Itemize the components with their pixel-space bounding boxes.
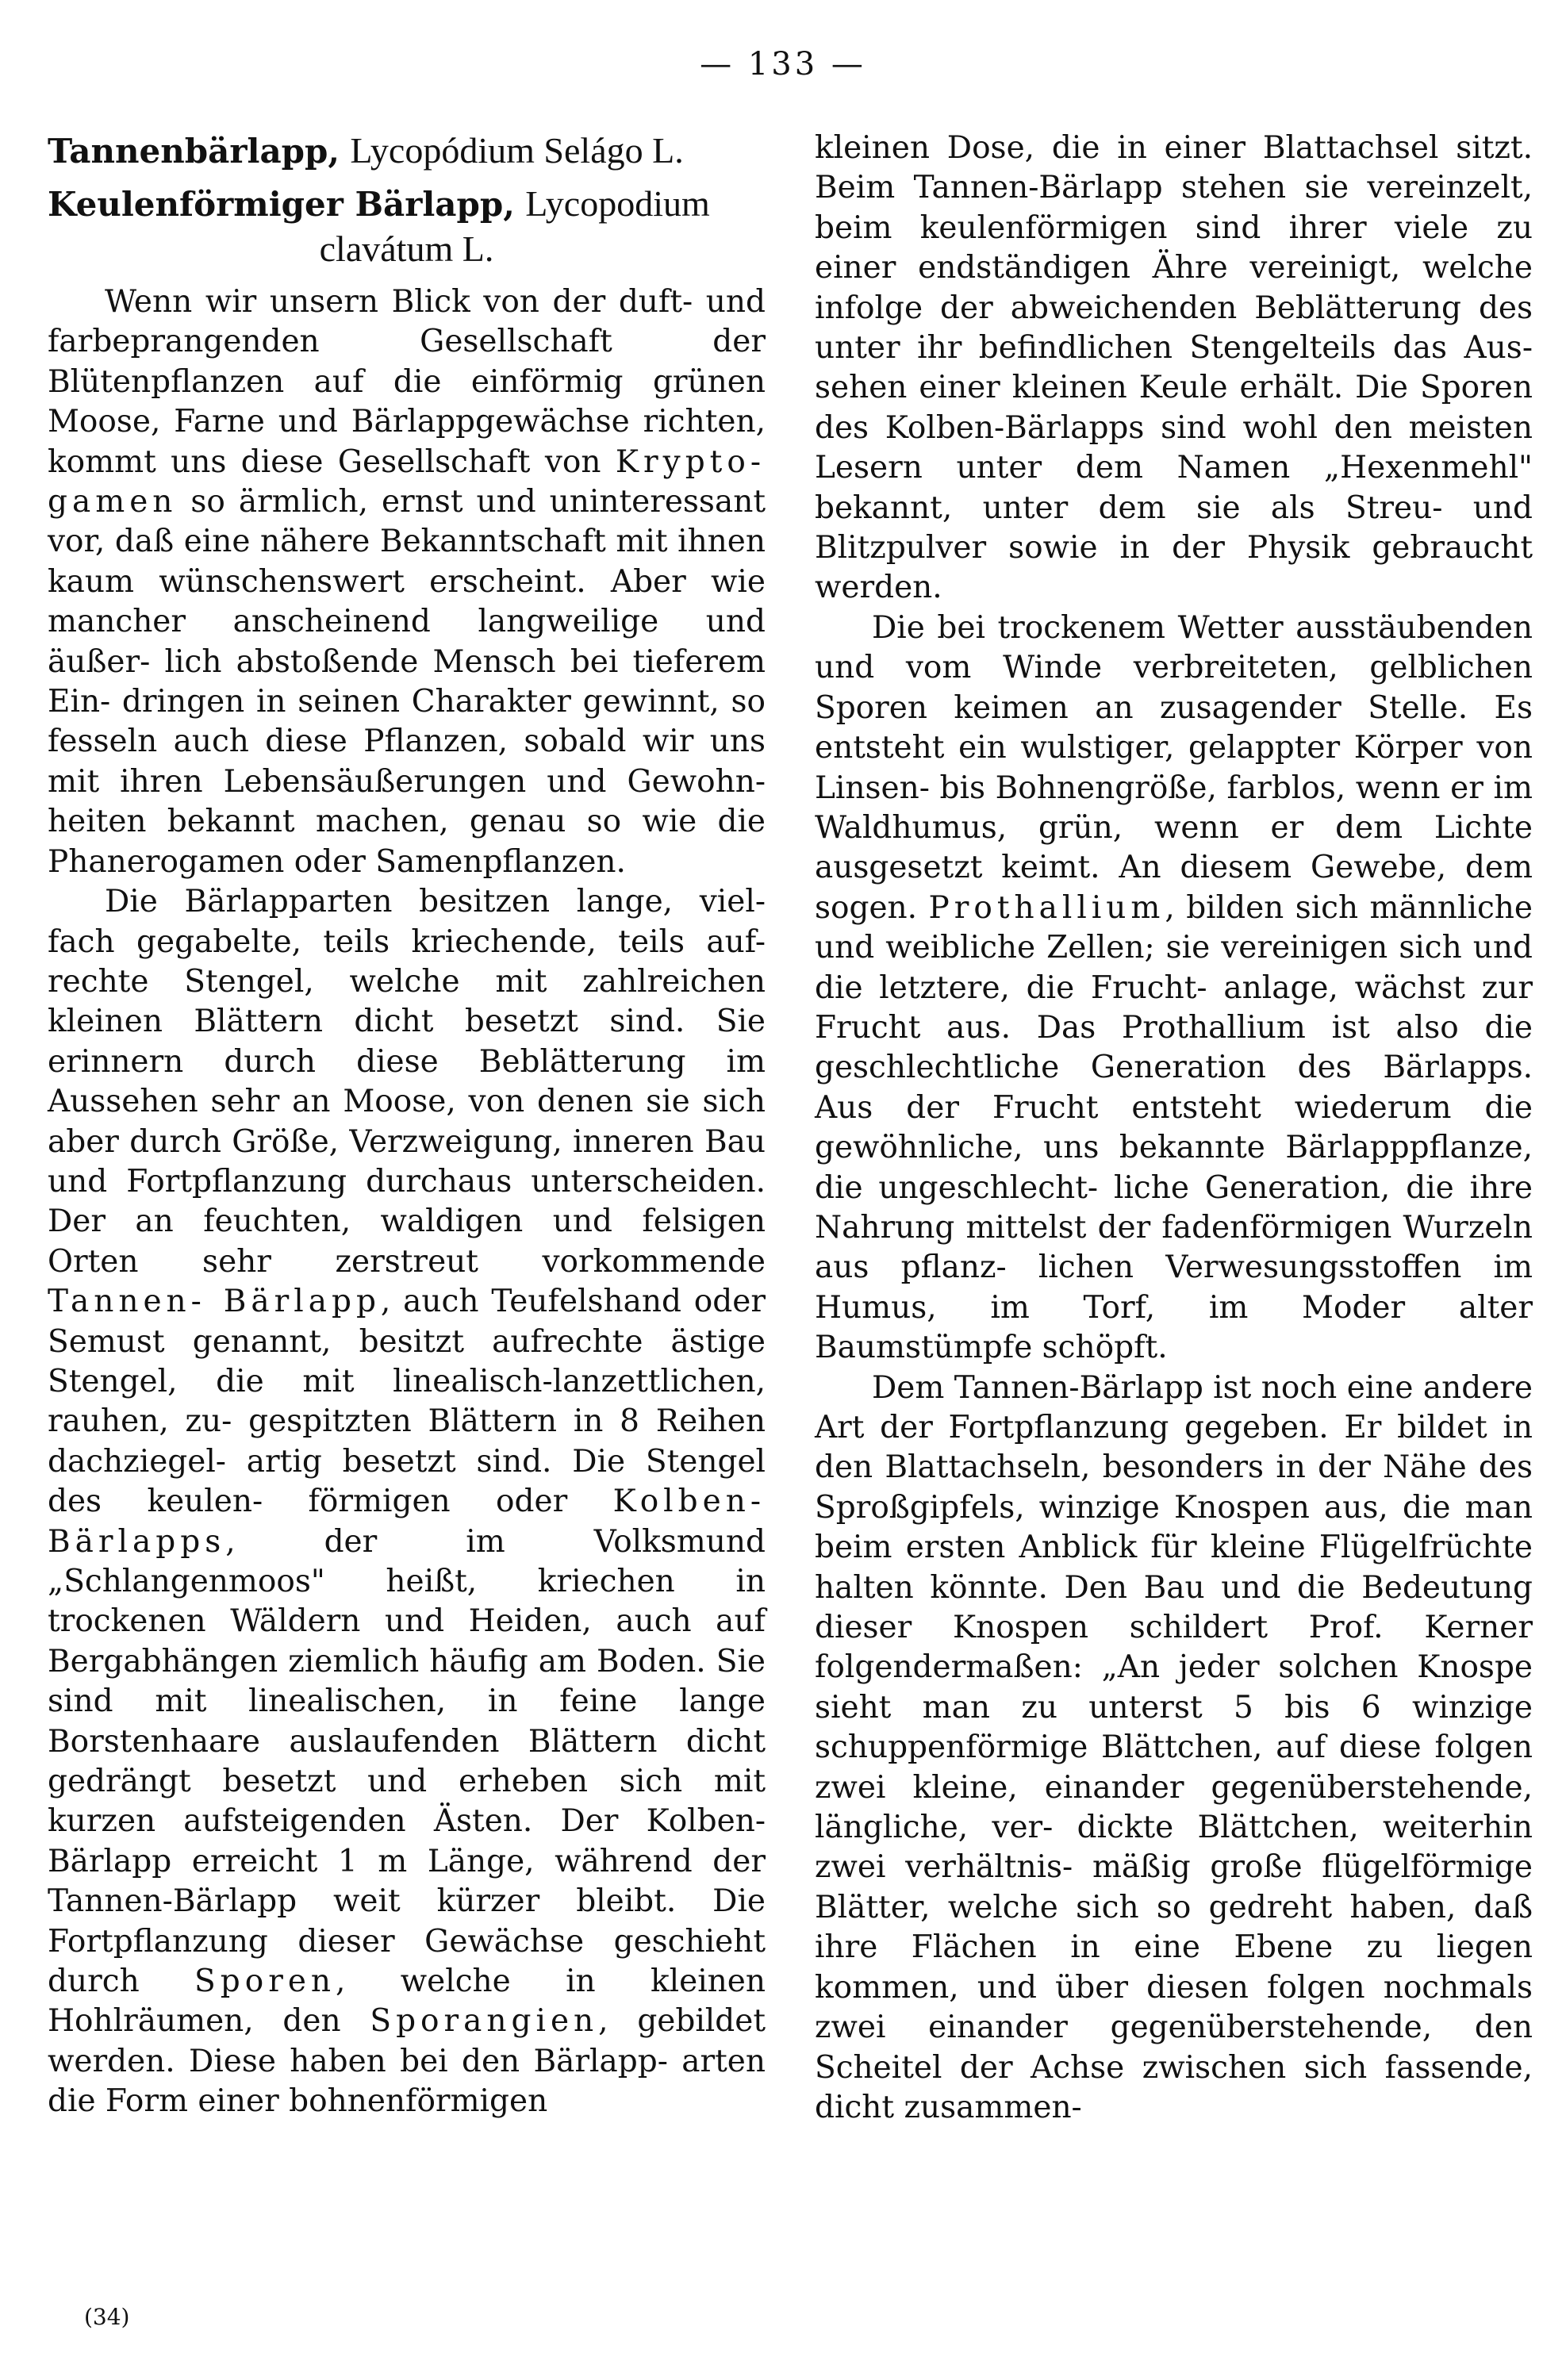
emphasized-term: Tannen- Bärlapp	[48, 1284, 381, 1320]
right-column	[815, 129, 1533, 2128]
text-run: so ärmlich, ernst und uninteressant vor, daß eine nähere Bekanntschaft mit ihnen kaum wünschenswert erscheint. Aber wie mancher anscheinend langweilige und äußer- lich abstoßende Mensch bei tieferem Ein- dringen in seinen Charakter gewinnt, so fesseln auch diese Pflanzen, sobald wir uns mit ihren Lebensäußerungen und Gewohn- heiten bekannt machen, genau so wie die Phanerogamen oder Samenpflanzen.	[48, 484, 766, 880]
text-run: Wenn wir unsern Blick von der duft- und farbeprangenden Gesellschaft der Blütenpflanzen auf die einförmig grünen Moose, Farne und Bärlappgewächse richten, kommt uns diese Gesellschaft von	[48, 284, 766, 480]
heading-tannenbaerlapp	[48, 129, 766, 174]
emphasized-term: Sporangien	[370, 2003, 599, 2040]
paragraph	[48, 882, 766, 2122]
text-run: , der im Volksmund „Schlangenmoos" heißt, kriechen in trockenen Wäldern und Heiden, auch auf Bergabhängen ziemlich häufig am Boden. Sie sind mit linealischen, in feine lange Borstenhaare auslaufenden Blättern dicht gedrängt besetzt und erheben sich mit kurzen aufsteigenden Ästen. Der Kolben-Bärlapp erreicht 1 m Länge, während der Tannen-Bärlapp weit kürzer bleibt. Die Fortpflanzung dieser Gewächse geschieht durch	[48, 1523, 766, 2000]
emphasized-term: Sporen	[194, 1964, 336, 2000]
signature-mark: (34)	[84, 2304, 130, 2330]
emphasized-term: Prothallium	[928, 889, 1165, 926]
page-number: — 133 —	[700, 46, 866, 83]
heading-keulenfoermiger-baerlapp	[48, 182, 766, 271]
left-column	[48, 129, 766, 2122]
paragraph: Dem Tannen-Bärlapp ist noch eine andere Art der Fortpflanzung gegeben. Er bildet in den Blattachseln, besonders in der Nähe des Sproßgipfels, winzige Knospen aus, die man beim ersten Anblick für kleine Flügelfrüchte halten könnte. Den Bau und die Bedeutung dieser Knospen schildert Prof. Kerner folgendermaßen: „An jeder solchen Knospe sieht man zu unterst 5 bis 6 winzige schuppenförmige Blättchen, auf diese folgen zwei kleine, einander gegenüberstehende, längliche, ver- dickte Blättchen, weiterhin zwei verhältnis- mäßig große flügelförmige Blätter, welche sich so gedreht haben, daß ihre Flächen in eine Ebene zu liegen kommen, und über diesen folgen nochmals zwei einander gegenüberstehende, den Scheitel der Achse zwischen sich fassende, dicht zusammen-	[815, 1369, 1533, 2125]
heading-latin-name-2: Lycopodium	[525, 183, 710, 224]
text-run: Die Bärlapparten besitzen lange, viel- fach gegabelte, teils kriechende, teils auf- rechte Stengel, welche mit zahlreichen kleinen Blättern dicht besetzt sind. Sie erinnern durch diese Beblätterung im Aussehen sehr an Moose, von denen sie sich aber durch Größe, Verzweigung, inneren Bau und Fortpflanzung durchaus unterscheiden. Der an feuchten, waldigen und felsigen Orten sehr zerstreut vorkommende	[48, 884, 766, 1280]
paragraph	[815, 608, 1533, 1368]
heading-german-name: Tannenbärlapp,	[48, 132, 340, 171]
emphasized-term: Krypto- gamen	[48, 443, 766, 520]
paragraph: kleinen Dose, die in einer Blattachsel sitzt. Beim Tannen-Bärlapp stehen sie vereinzelt, beim keulenförmigen sind ihrer viele zu einer endständigen Ähre vereinigt, welche infolge der abweichenden Beblätterung des unter ihr befindlichen Stengelteils das Aus- sehen einer kleinen Keule erhält. Die Sporen des Kolben-Bärlapps sind wohl den meisten Lesern unter dem Namen „Hexenmehl" bekannt, unter dem sie als Streu- und Blitzpulver sowie in der Physik gebraucht werden.	[815, 130, 1533, 606]
text-run: , welche in kleinen Hohlräumen, den	[48, 1964, 766, 2040]
heading-latin-name: Lycopódium Selágo L.	[350, 130, 684, 171]
paragraph	[48, 282, 766, 882]
text-run: , gebildet werden. Diese haben bei den Bärlapp- arten die Form einer bohnenförmigen	[48, 2003, 766, 2120]
text-run: Die bei trockenem Wetter ausstäubenden und vom Winde verbreiteten, gelblichen Sporen keimen an zusagender Stelle. Es entsteht ein wulstiger, gelappter Körper von Linsen- bis Bohnengröße, farblos, wenn er im Waldhumus, grün, wenn er dem Lichte ausgesetzt keimt. An diesem Gewebe, dem sogen.	[815, 609, 1533, 926]
text-run: , bilden sich männliche und weibliche Zellen; sie vereinigen sich und die letztere, die Frucht- anlage, wächst zur Frucht aus. Das Prothallium ist also die geschlechtliche Generation des Bärlapps. Aus der Frucht entsteht wiederum die gewöhnliche, uns bekannte Bärlapppflanze, die ungeschlecht- liche Generation, die ihre Nahrung mittelst der fadenförmigen Wurzeln aus pflanz- lichen Verwesungsstoffen im Humus, im Torf, im Moder alter Baumstümpfe schöpft.	[815, 889, 1533, 1366]
text-run: , auch Teufelshand oder Semust genannt, besitzt aufrechte ästige Stengel, die mit linealisch-lanzettlichen, rauhen, zu- gespitzten Blättern in 8 Reihen dachziegel- artig besetzt sind. Die Stengel des keulen- förmigen oder	[48, 1284, 766, 1520]
heading-latin-name-2-cont: clavátum L.	[319, 228, 494, 269]
emphasized-term: Kolben-Bärlapps	[48, 1484, 766, 1560]
heading-german-name-2: Keulenförmiger Bärlapp,	[48, 185, 515, 224]
